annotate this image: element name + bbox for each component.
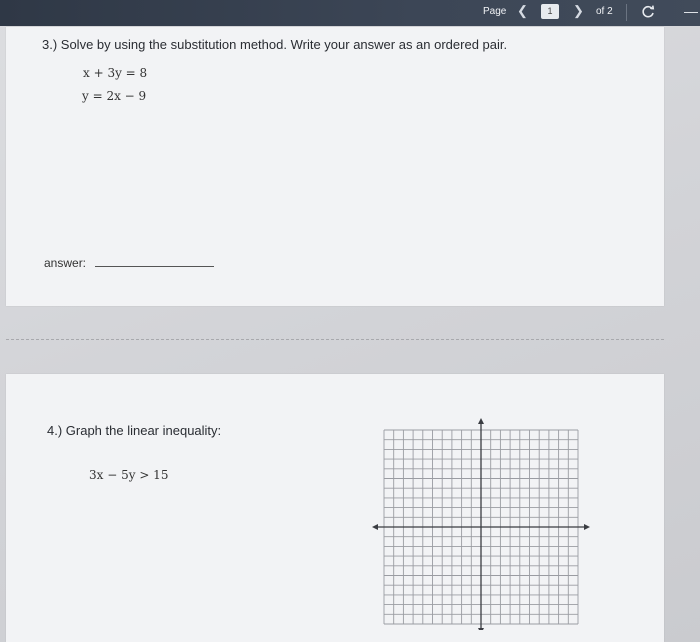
x-axis-left-arrow — [372, 524, 378, 530]
inequality: 3x − 5y > 15 — [89, 468, 169, 482]
answer-label: answer: — [44, 256, 87, 270]
minus-icon[interactable]: — — [684, 3, 698, 19]
question-4-prompt: 4.) Graph the linear inequality: — [47, 423, 222, 438]
chevron-left-icon[interactable]: ❮ — [517, 3, 528, 18]
page-separator — [6, 339, 664, 340]
toolbar-divider — [626, 4, 627, 21]
current-page-input[interactable]: 1 — [541, 4, 559, 19]
y-axis-up-arrow — [478, 418, 484, 424]
y-axis-down-arrow — [478, 628, 484, 630]
coordinate-grid[interactable] — [372, 418, 594, 630]
refresh-icon[interactable] — [640, 4, 656, 20]
question-3-prompt: 3.) Solve by using the substitution method. Write your answer as an ordered pair. — [42, 37, 508, 52]
page-count-label: of 2 — [596, 6, 613, 17]
x-axis-right-arrow — [584, 524, 590, 530]
equation-1: x + 3y = 8 — [83, 66, 148, 80]
equation-2: y = 2x − 9 — [82, 89, 147, 103]
pdf-toolbar — [0, 0, 700, 26]
answer-blank[interactable] — [95, 266, 214, 267]
page-label: Page — [483, 6, 507, 17]
chevron-right-icon[interactable]: ❯ — [573, 3, 584, 18]
